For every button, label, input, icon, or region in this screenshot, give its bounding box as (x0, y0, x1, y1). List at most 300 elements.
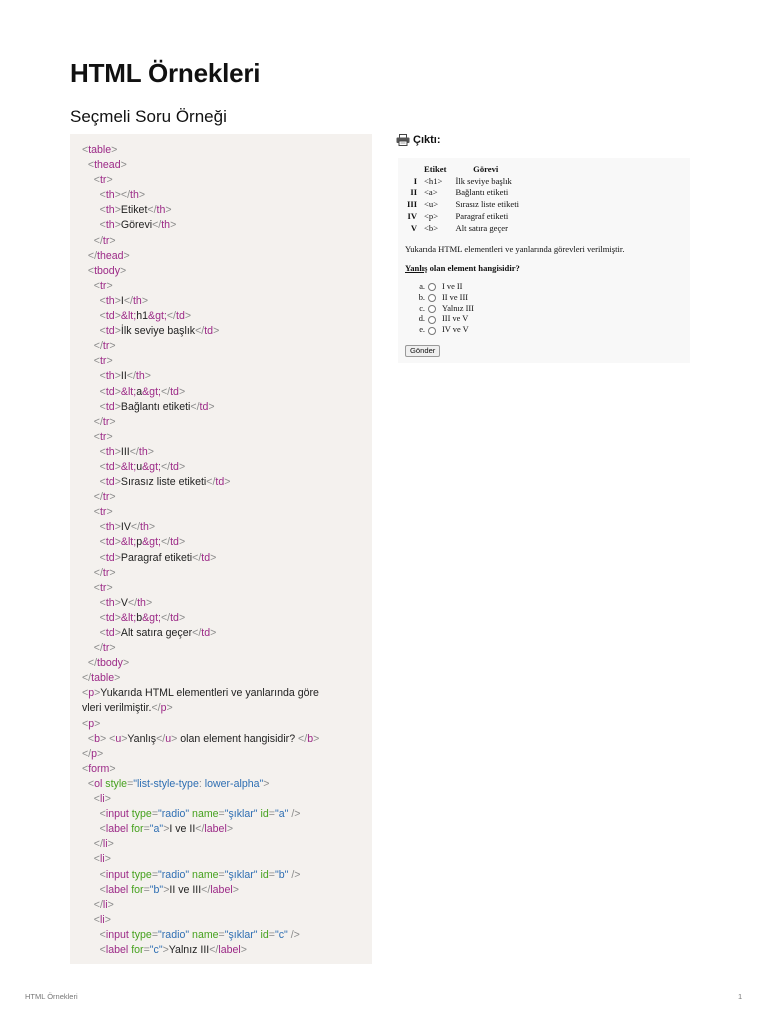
code-line (82, 203, 372, 218)
code-token: </ (93, 340, 103, 353)
code-token (82, 793, 94, 805)
code-token: > (184, 310, 192, 323)
code-token: < (82, 762, 89, 775)
code-token: th (135, 370, 145, 383)
code-token: &lt; (120, 310, 137, 323)
table-cell: III (407, 199, 418, 210)
code-token: th (105, 521, 115, 534)
code-token: p (91, 747, 98, 760)
code-token: td (105, 611, 115, 624)
code-token: &gt; (142, 611, 161, 624)
code-token: style (105, 777, 128, 790)
code-token: > (114, 445, 121, 458)
code-token: > (114, 672, 121, 685)
option-label[interactable]: Yalnız III (442, 303, 474, 313)
code-token: > (114, 294, 121, 307)
code-token: &lt; (120, 536, 137, 549)
code-token: > (109, 415, 116, 428)
code-token: İlk seviye başlık (120, 325, 196, 338)
code-token: u (165, 732, 172, 745)
table-body (404, 176, 522, 235)
code-token (82, 370, 100, 382)
code-token: < (109, 732, 116, 745)
code-token: < (99, 325, 106, 338)
code-token: </ (93, 415, 103, 428)
code-token: u (115, 732, 122, 745)
code-token: > (107, 898, 114, 911)
code-token (82, 582, 94, 594)
code-token: name (192, 808, 219, 821)
radio-button[interactable] (428, 316, 436, 324)
code-line (82, 475, 372, 490)
code-token: > (106, 430, 113, 443)
code-token: > (147, 445, 154, 458)
code-line (82, 566, 372, 581)
code-line (82, 430, 372, 445)
code-token: </ (82, 672, 92, 685)
code-token (82, 929, 100, 941)
table-cell: II (410, 187, 418, 198)
code-token: > (263, 777, 270, 790)
code-token: tr (102, 415, 110, 428)
radio-button[interactable] (428, 294, 436, 302)
code-token: > (114, 536, 121, 549)
code-token: II (120, 370, 127, 383)
code-token: </ (126, 370, 136, 383)
code-token: li (102, 898, 108, 911)
code-token: > (114, 611, 121, 624)
code-token: th (161, 219, 171, 232)
code-token: > (114, 551, 121, 564)
code-token: input (105, 868, 129, 881)
code-token: b (307, 732, 314, 745)
code-token: > (109, 642, 116, 655)
table-header-cell: Görevi (473, 164, 499, 174)
code-token: /> (288, 808, 301, 821)
code-token: > (109, 340, 116, 353)
code-token (82, 416, 94, 428)
code-token: th (132, 294, 142, 307)
code-token: > (109, 566, 116, 579)
code-token: th (130, 189, 139, 202)
code-token (82, 355, 94, 367)
radio-button[interactable] (428, 283, 436, 291)
options-list (405, 282, 474, 336)
code-token: for (131, 943, 144, 956)
code-token: tr (99, 506, 107, 519)
code-token: < (82, 144, 89, 156)
page-title: HTML Örnekleri (70, 58, 261, 88)
code-token: < (99, 385, 106, 398)
code-token: II ve III (169, 883, 202, 896)
code-token: > (99, 732, 107, 745)
code-token: </ (147, 204, 157, 217)
code-token (82, 506, 94, 518)
code-token: > (114, 460, 121, 473)
code-token: Paragraf etiketi (120, 551, 193, 564)
code-line (82, 822, 372, 837)
code-token: for (131, 883, 144, 896)
code-token (82, 567, 94, 579)
code-token: table (88, 144, 112, 156)
code-token: > (114, 521, 121, 534)
option-letter: b. (418, 292, 425, 302)
code-token (82, 627, 100, 639)
code-line (82, 551, 372, 566)
code-token: < (87, 732, 95, 745)
code-token: = (218, 868, 225, 881)
code-token: </ (160, 536, 171, 549)
code-token: < (93, 430, 100, 443)
code-line (82, 792, 372, 807)
code-token: label (210, 883, 233, 896)
table-row (404, 199, 522, 211)
option-item[interactable] (405, 293, 474, 304)
code-line (82, 943, 372, 958)
code-token: = (268, 868, 275, 881)
code-line (82, 143, 372, 158)
code-token: td (105, 400, 115, 413)
table-row (404, 211, 522, 223)
code-token: tr (99, 174, 107, 187)
code-token: = (268, 808, 275, 821)
code-token (82, 944, 100, 956)
code-token (82, 521, 100, 533)
code-token (82, 899, 94, 911)
code-token: > (106, 279, 113, 292)
code-token: Yukarıda HTML elementleri ve yanlarında göre (100, 687, 319, 700)
code-token: b (136, 611, 143, 624)
code-token: > (114, 204, 121, 217)
code-token: = (218, 928, 225, 941)
option-label[interactable]: IV ve V (442, 325, 469, 335)
code-line (82, 762, 372, 777)
code-token: name (192, 868, 219, 881)
code-token: > (178, 536, 186, 549)
code-token: &gt; (148, 310, 167, 323)
code-token: < (99, 294, 106, 307)
code-line (82, 868, 372, 883)
code-token: b (94, 732, 100, 745)
code-token: form (88, 762, 110, 775)
code-token: > (114, 627, 121, 639)
code-token: Yanlış (127, 732, 157, 745)
code-token: "c" (274, 928, 288, 941)
option-letter: a. (419, 282, 425, 291)
section-title: Seçmeli Soru Örneği (70, 107, 227, 126)
code-token: > (114, 596, 121, 609)
code-token: III (120, 445, 130, 458)
code-token: > (104, 793, 111, 806)
option-letter: d. (418, 314, 425, 324)
code-token: lower-alpha" (204, 777, 264, 790)
code-token (82, 189, 100, 201)
table-cell: <b> (424, 222, 439, 233)
code-token: name (192, 928, 219, 941)
code-token: tr (102, 642, 110, 655)
code-token: td (105, 476, 115, 489)
code-token: u (136, 460, 143, 473)
code-token: : (198, 777, 205, 790)
code-token: tr (99, 430, 107, 443)
code-token: > (106, 174, 113, 187)
code-token: Alt satıra geçer (120, 627, 193, 639)
table-header-cell (404, 164, 421, 176)
code-token: "b" (149, 883, 164, 896)
submit-button[interactable]: Gönder (405, 345, 440, 357)
code-token: th (138, 445, 148, 458)
code-token: tr (102, 566, 110, 579)
code-line (82, 732, 372, 747)
code-token: > (106, 506, 113, 519)
option-item[interactable] (405, 282, 474, 293)
code-token: < (93, 581, 100, 594)
code-token: th (105, 445, 115, 458)
code-token: > (141, 294, 149, 307)
code-line (82, 400, 372, 415)
code-token: < (93, 279, 100, 292)
code-token: < (99, 219, 106, 232)
code-token: = (143, 943, 150, 956)
code-token: > (144, 370, 151, 383)
code-line (82, 626, 372, 641)
code-token: = (143, 823, 150, 836)
code-token (82, 838, 94, 850)
code-line (82, 249, 372, 264)
code-token: </ (93, 898, 103, 911)
code-token: = (143, 883, 150, 896)
code-token: td (105, 536, 115, 549)
code-token: > (178, 611, 186, 624)
code-token: label (105, 883, 129, 896)
code-token: < (99, 883, 106, 896)
code-token (82, 431, 94, 443)
code-token (82, 823, 100, 835)
code-token: type (131, 928, 152, 941)
code-token: p (88, 717, 95, 730)
table-row (404, 187, 522, 199)
code-token (82, 914, 94, 926)
code-token: /> (287, 928, 300, 941)
code-line (82, 369, 372, 384)
table-cell: <u> (424, 199, 439, 210)
code-token: </ (130, 521, 141, 534)
code-token: < (99, 868, 106, 881)
code-token: < (93, 913, 100, 926)
code-line (82, 701, 372, 716)
code-token (82, 461, 100, 473)
code-line (82, 324, 372, 339)
code-line (82, 883, 372, 898)
code-token: < (99, 808, 106, 821)
code-token: > (114, 219, 121, 232)
table-cell: <p> (424, 210, 439, 221)
code-token: ></ (114, 189, 131, 202)
code-token: label (204, 823, 227, 836)
code-token: tr (102, 340, 110, 353)
code-token: < (87, 159, 95, 172)
code-token (82, 536, 100, 548)
option-label[interactable]: I ve II (442, 282, 463, 291)
code-token: td (201, 551, 211, 564)
table-header-row (404, 164, 522, 176)
code-token: p (88, 687, 95, 700)
code-token: < (93, 506, 100, 519)
option-item[interactable] (405, 325, 474, 336)
code-token: > (107, 838, 114, 851)
code-token: th (140, 521, 149, 534)
code-token: td (204, 325, 214, 338)
option-label[interactable]: II ve III (442, 292, 469, 302)
code-token: > (213, 325, 220, 338)
code-token: < (99, 460, 106, 473)
code-token: > (122, 657, 130, 670)
code-token: p (160, 702, 167, 715)
code-token: h1 (136, 310, 148, 323)
code-line (82, 898, 372, 913)
code-token: olan element hangisidir? (177, 732, 299, 745)
code-token: V (120, 596, 128, 609)
output-table (404, 164, 522, 234)
code-token: < (99, 476, 106, 489)
code-line (82, 415, 372, 430)
code-token: th (105, 596, 115, 609)
code-token: </ (87, 657, 98, 670)
code-token (82, 325, 100, 337)
code-token: < (99, 928, 106, 941)
code-line (82, 490, 372, 505)
code-token (82, 491, 94, 503)
code-line (82, 837, 372, 852)
code-token: th (105, 219, 115, 232)
code-token: > (165, 204, 172, 217)
code-token: table (91, 672, 115, 685)
code-token (82, 280, 94, 292)
radio-button[interactable] (428, 305, 436, 313)
code-line (82, 264, 372, 279)
code-token (82, 612, 100, 624)
code-token: "radio" (158, 928, 190, 941)
option-label[interactable]: III ve V (442, 314, 469, 324)
code-token: </ (192, 551, 202, 564)
code-token: "list-style-type (133, 777, 199, 790)
code-token: </ (195, 325, 205, 338)
code-token: < (99, 310, 106, 323)
code-line (82, 686, 372, 701)
radio-button[interactable] (428, 327, 436, 335)
code-token: th (105, 294, 115, 307)
code-token: tr (102, 234, 110, 247)
code-token: > (114, 310, 121, 323)
option-item[interactable] (405, 314, 474, 325)
table-header-cell: Etiket (424, 164, 447, 174)
code-token: td (170, 536, 179, 549)
code-token: = (127, 777, 134, 790)
code-token: "c" (149, 943, 163, 956)
code-token (82, 642, 94, 654)
code-token: > (114, 400, 121, 413)
code-token: </ (190, 400, 200, 413)
code-token: > (166, 702, 173, 715)
code-token (82, 386, 100, 398)
option-item[interactable] (405, 304, 474, 315)
code-token: > (114, 370, 121, 383)
code-token: td (105, 310, 115, 323)
code-token: td (105, 627, 115, 639)
code-token: td (215, 476, 225, 489)
code-token: li (99, 793, 105, 806)
code-token: &gt; (142, 385, 161, 398)
code-token: "b" (274, 868, 289, 881)
code-token (82, 869, 100, 881)
code-token: I (120, 294, 124, 307)
table-row (404, 223, 522, 235)
code-token: </ (209, 943, 219, 956)
code-token (82, 884, 100, 896)
code-token: > (109, 234, 116, 247)
code-token: label (105, 823, 129, 836)
code-token: > (114, 325, 121, 338)
code-token: type (131, 808, 152, 821)
code-token: th (105, 204, 115, 217)
code-token: </ (82, 747, 92, 760)
table-cell: I (413, 175, 418, 186)
code-line (82, 581, 372, 596)
code-token (82, 401, 100, 413)
code-token: > (313, 732, 320, 745)
code-line (82, 928, 372, 943)
question-rest: olan element hangisidir? (427, 263, 520, 273)
code-line (82, 234, 372, 249)
code-line (82, 294, 372, 309)
code-token: </ (298, 732, 308, 745)
code-token: li (99, 853, 105, 866)
code-token: </ (127, 596, 138, 609)
code-token: </ (156, 732, 166, 745)
code-token: > (162, 943, 169, 956)
code-token: type (131, 868, 152, 881)
code-token: </ (152, 219, 162, 232)
code-token: td (105, 460, 115, 473)
code-token: IV (120, 521, 131, 534)
code-token: > (94, 687, 101, 700)
table-cell: Paragraf etiketi (455, 210, 509, 221)
code-token: > (106, 355, 113, 368)
code-token: &lt; (120, 611, 137, 624)
code-token: > (210, 627, 217, 639)
code-token: </ (151, 702, 161, 715)
question-underlined: Yanlış (405, 263, 428, 273)
code-token: > (145, 596, 153, 609)
code-token: tbody (97, 657, 123, 670)
code-token: </ (93, 838, 103, 851)
code-token: </ (123, 294, 133, 307)
code-token: > (97, 747, 104, 760)
code-token: < (99, 204, 106, 217)
code-token: I ve II (169, 823, 196, 836)
code-line (82, 777, 372, 792)
code-token: td (105, 551, 115, 564)
code-token (82, 204, 100, 216)
code-line (82, 535, 372, 550)
code-token: > (111, 144, 118, 156)
code-token (82, 597, 100, 609)
code-token: < (87, 777, 95, 790)
code-token: </ (192, 627, 202, 639)
code-token: > (240, 943, 247, 956)
code-token: > (94, 717, 101, 730)
code-line (82, 656, 372, 671)
